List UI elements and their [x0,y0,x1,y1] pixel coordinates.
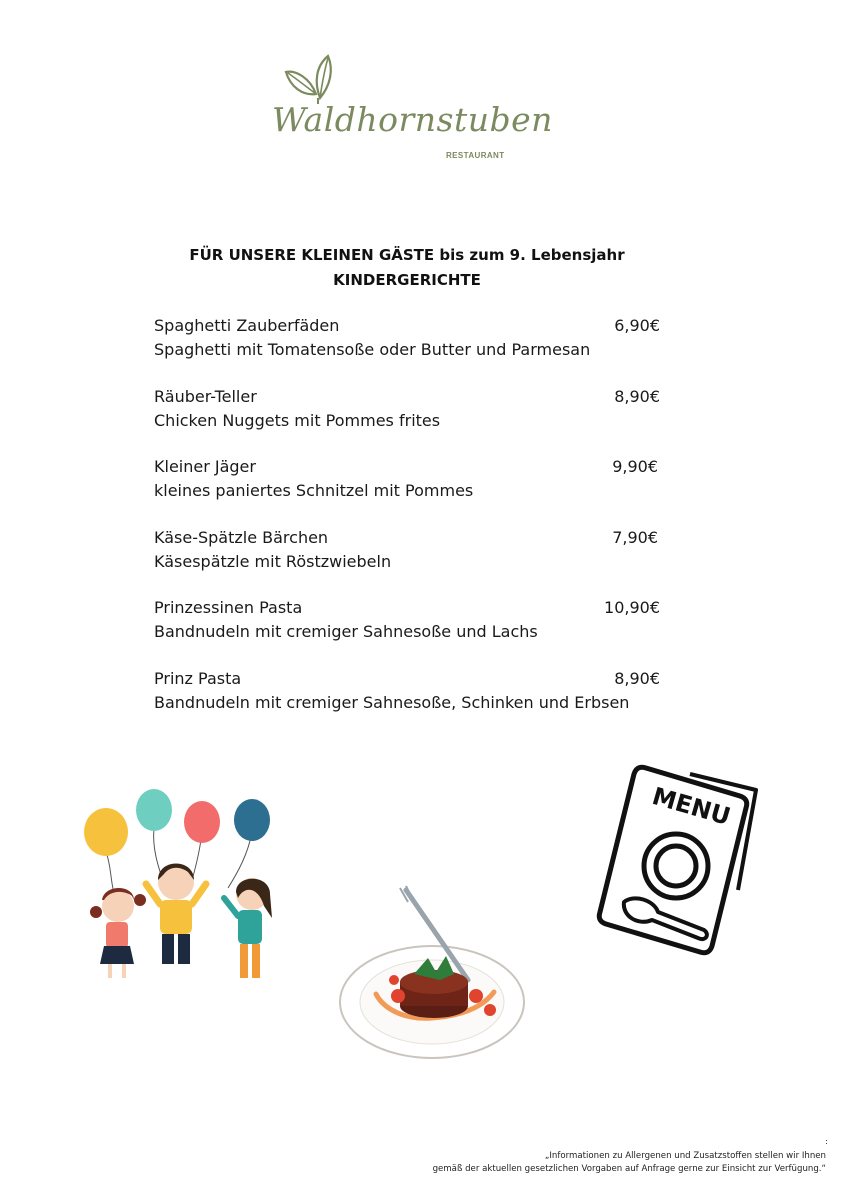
item-price: 8,90€ [614,386,660,406]
item-price: 7,90€ [612,527,658,547]
section-heading: FÜR UNSERE KLEINEN GÄSTE bis zum 9. Lebensjahr [189,246,625,264]
food-plate-icon [336,884,530,1064]
item-description: Chicken Nuggets mit Pommes frites [154,410,441,430]
kids-balloons-icon [76,788,280,988]
menu-item [154,316,660,387]
item-price: 9,90€ [612,457,658,477]
item-name: Käse-Spätzle Bärchen [154,527,329,547]
item-name: Räuber-Teller [154,386,257,406]
menu-item [154,598,660,669]
restaurant-subtitle: RESTAURANT [446,151,505,160]
allergen-note [433,1150,826,1176]
item-name: Kleiner Jäger [154,457,256,477]
item-description: Spaghetti mit Tomatensoße oder Butter und Parmesan [154,340,591,359]
menu-item [154,528,660,599]
allergen-note-line-1: „Informationen zu Allergenen und Zusatzstoffen stellen wir Ihnen [544,1151,826,1161]
restaurant-name: Waldhornstuben [272,100,553,139]
section-title: KINDERGERICHTE [333,271,481,289]
menu-list [154,316,660,740]
item-name: Spaghetti Zauberfäden [154,316,340,335]
item-name: Prinz Pasta [154,668,242,688]
item-name: Prinzessinen Pasta [154,598,303,618]
item-description: Käsespätzle mit Röstzwiebeln [154,551,392,571]
menu-item [154,457,660,528]
menu-item [154,387,660,458]
footer-colon: : [825,1137,828,1146]
item-description: kleines paniertes Schnitzel mit Pommes [154,481,474,501]
menu-item [154,669,660,740]
item-price: 10,90€ [604,598,660,618]
item-price: 6,90€ [614,316,660,335]
menu-card-icon [594,762,770,958]
item-price: 8,90€ [614,668,660,688]
leaves-icon [284,54,340,106]
menu-card-text: MENU [649,781,734,831]
restaurant-logo [270,54,553,164]
allergen-note-line-2: gemäß der aktuellen gesetzlichen Vorgaben auf Anfrage gerne zur Einsicht zur Verfügung.“ [432,1164,826,1174]
item-description: Bandnudeln mit cremiger Sahnesoße und Lachs [154,622,538,642]
item-description: Bandnudeln mit cremiger Sahnesoße, Schinken und Erbsen [154,692,630,712]
